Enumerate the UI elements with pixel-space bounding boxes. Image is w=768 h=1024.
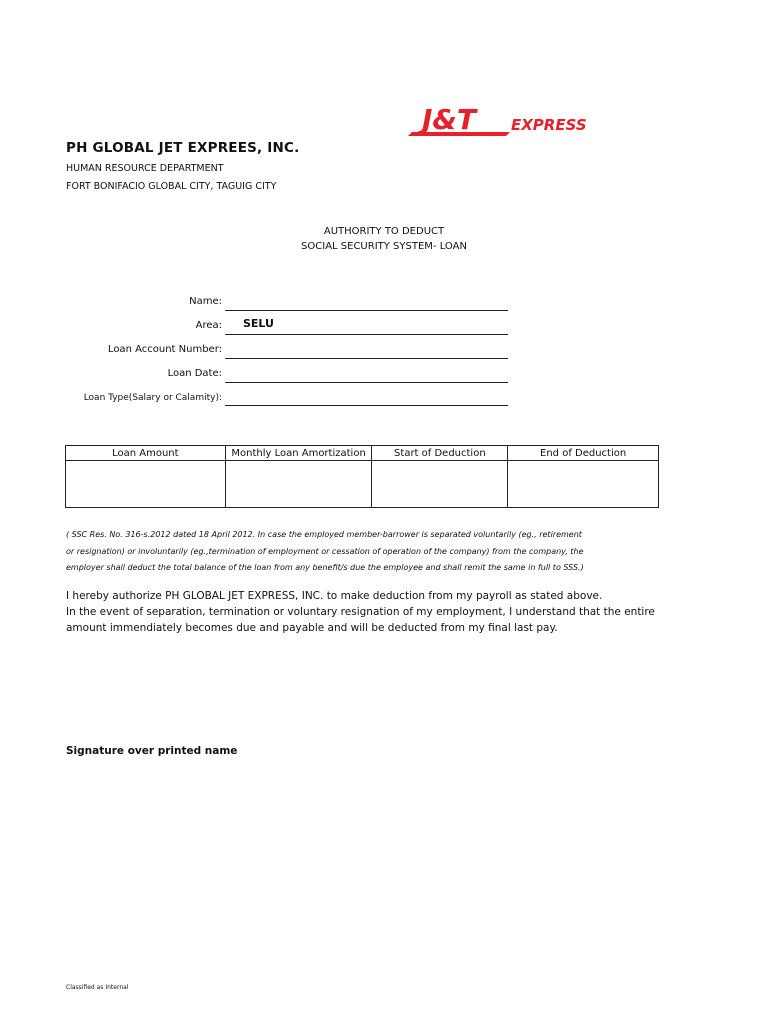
area-value: SELU — [243, 317, 274, 330]
department: HUMAN RESOURCE DEPARTMENT — [66, 163, 224, 174]
loan-type-field[interactable] — [225, 405, 508, 406]
loan-date-label: Loan Date: — [167, 368, 222, 379]
document-title: AUTHORITY TO DEDUCT — [323, 226, 445, 237]
area-label: Area: — [195, 320, 222, 331]
loan-date-field[interactable] — [225, 382, 508, 383]
loan-account-label: Loan Account Number: — [107, 344, 222, 355]
monthly-amortization-cell[interactable] — [225, 461, 372, 508]
jt-express-logo-art — [398, 100, 618, 144]
table-row — [66, 461, 659, 508]
header-monthly-amortization: Monthly Loan Amortization — [225, 446, 372, 461]
authorization-statement — [66, 588, 716, 636]
logo-sub-text: EXPRESS — [511, 116, 587, 134]
name-field[interactable] — [225, 310, 508, 311]
document-subtitle: SOCIAL SECURITY SYSTEM- LOAN — [301, 241, 467, 252]
note-line: employer shall deduct the total balance of the loan from any benefit/s due the employee and shall remit the same in full to SSS.) — [66, 563, 584, 572]
loan-amount-cell[interactable] — [66, 461, 226, 508]
loan-type-label: Loan Type(Salary or Calamity): — [83, 393, 222, 403]
logo-main-text: J&T — [422, 103, 476, 136]
note-line: or resignation) or involuntarily (eg.,termination of employment or cessation of operation of the company) from the company, the — [66, 546, 584, 556]
end-of-deduction-cell[interactable] — [508, 461, 659, 508]
company-name: PH GLOBAL JET EXPREES, INC. — [66, 140, 300, 156]
classification-footer: Classified as Internal — [66, 984, 129, 991]
name-label: Name: — [189, 296, 222, 307]
authorization-line: In the event of separation, termination or voluntary resignation of my employment, I understand that the entire — [66, 606, 655, 618]
note-line: ( SSC Res. No. 316-s.2012 dated 18 April 2012. In case the employed member-barrower is separated voluntarily (eg., retirement — [66, 530, 582, 539]
authorization-line: I hereby authorize PH GLOBAL JET EXPRESS, INC. to make deduction from my payroll as stated above. — [66, 590, 603, 602]
company-address: FORT BONIFACIO GLOBAL CITY, TAGUIG CITY — [66, 181, 277, 192]
area-field[interactable] — [225, 334, 508, 335]
header-loan-amount: Loan Amount — [66, 446, 226, 461]
loan-details-table — [65, 445, 659, 508]
signature-label: Signature over printed name — [66, 745, 238, 757]
header-end-of-deduction: End of Deduction — [508, 446, 659, 461]
jt-express-logo — [398, 100, 618, 144]
table-header-row — [66, 446, 659, 461]
start-of-deduction-cell[interactable] — [372, 461, 508, 508]
header-start-of-deduction: Start of Deduction — [372, 446, 508, 461]
sss-resolution-note — [66, 527, 706, 577]
authorization-line: amount immendiately becomes due and payable and will be deducted from my final last pay. — [66, 622, 558, 634]
loan-account-field[interactable] — [225, 358, 508, 359]
